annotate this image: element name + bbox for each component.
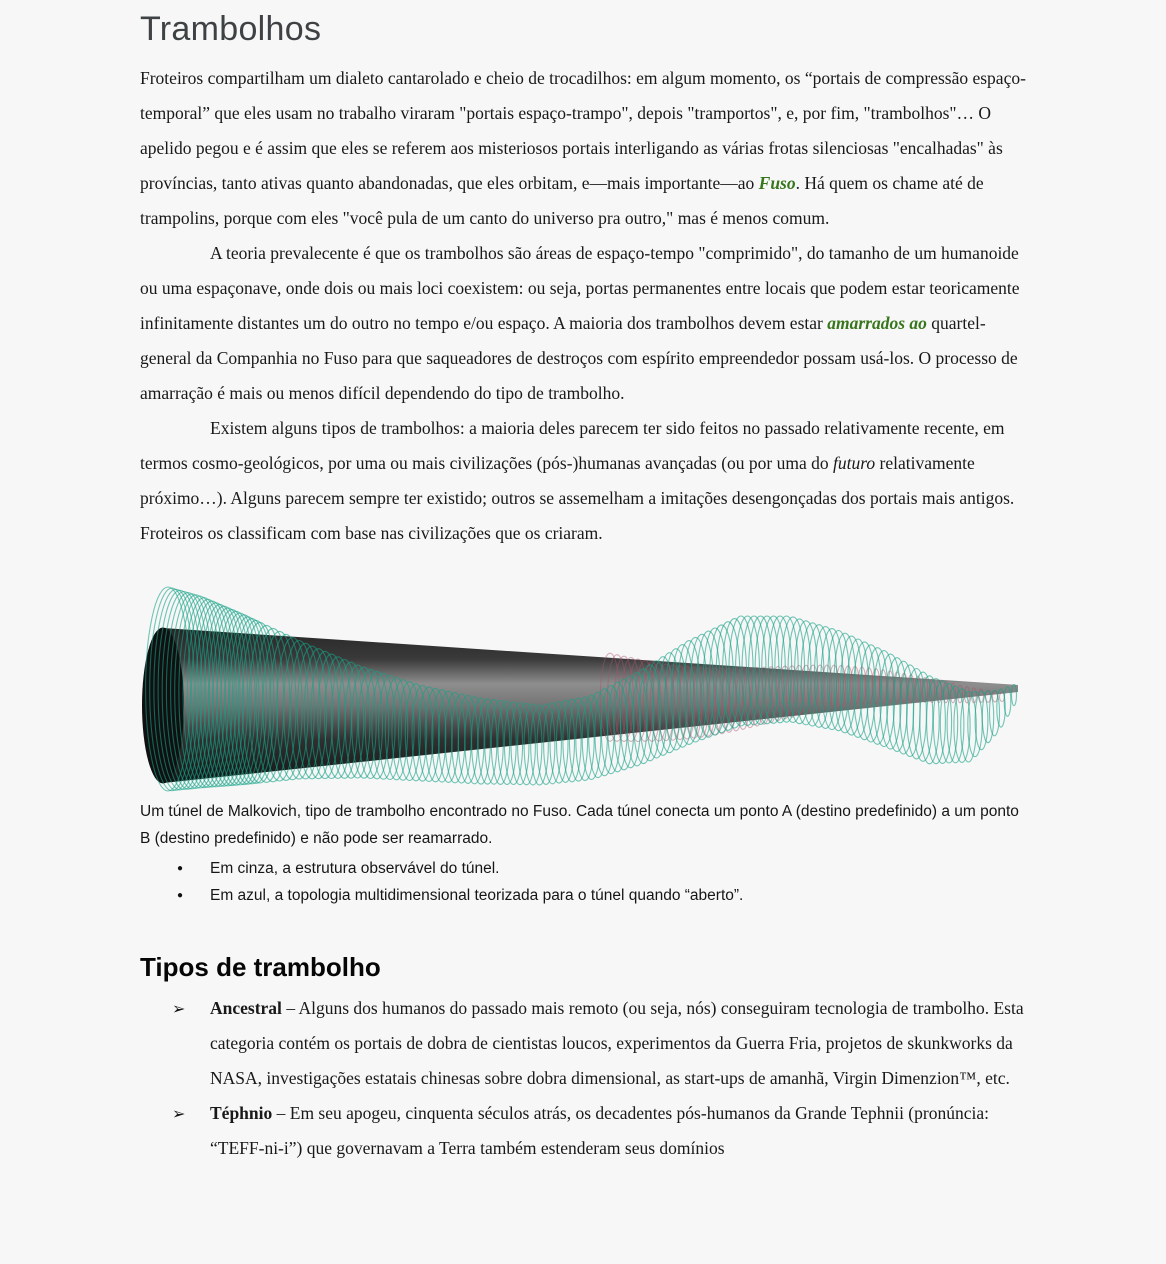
list-item-tephnio: [140, 1096, 1026, 1166]
legend-item-text: Em azul, a topologia multidimensional teorizada para o túnel quando “aberto”.: [210, 887, 744, 904]
legend-item-gray: [140, 855, 1026, 882]
text-link[interactable]: amarrados ao: [827, 313, 927, 333]
tunnel-cone-endcap: [142, 628, 184, 784]
text-run: quartel-general da Companhia no Fuso para que saqueadores de destroços com espírito empreendedor possam usá-los. O processo de amarração é mais ou menos difícil dependendo do tipo de trambolho.: [140, 313, 1018, 403]
bullet-dot-icon: ●: [177, 890, 184, 901]
figure-caption: Um túnel de Malkovich, tipo de trambolho encontrado no Fuso. Cada túnel conecta um ponto A (destino predefinido) a um ponto B (destino predefinido) e não pode ser reamarrado.: [140, 803, 1019, 847]
arrow-bullet-icon: ➢: [172, 1106, 186, 1123]
document-page: [140, 0, 1026, 1166]
list-item-ancestral: [140, 991, 1026, 1096]
section-heading: Tipos de trambolho: [140, 952, 381, 982]
legend-item-text: Em cinza, a estrutura observável do túnel.: [210, 860, 500, 877]
tunnel-render-image: [140, 571, 1026, 793]
text-run: – Alguns dos humanos do passado mais remoto (ou seja, nós) conseguiram tecnologia de trambolho. Esta categoria contém os portais de dobra de cientistas loucos, experimentos da Guerra Fria, projetos de skunkworks da NASA, investigações estatais chinesas sobre dobra dimensional, as start-ups de amanhã, Virgin Dimenzion™, etc.: [210, 998, 1024, 1088]
paragraph-2: [140, 236, 1026, 411]
text-run: Téphnio: [210, 1103, 273, 1123]
list-item-text: [210, 1103, 989, 1158]
tunnel-figure: [140, 571, 1026, 793]
text-run: Froteiros compartilham um dialeto cantarolado e cheio de trocadilhos: em algum momento, os “portais de compressão espaço-temporal” que eles usam no trabalho viraram "portais espaço-trampo", depois "tramportos", e, por fim, "trambolhos"… O apelido pegou e é assim que eles se referem aos misteriosos portais interligando as várias frotas silenciosas "encalhadas" às províncias, tanto ativas quanto abandonadas, que eles orbitam, e—mais importante—ao: [140, 68, 1026, 193]
legend-item-blue: [140, 882, 1026, 909]
arrow-bullet-icon: ➢: [172, 1001, 186, 1018]
text-run: Ancestral: [210, 998, 282, 1018]
figure-legend-list: [140, 855, 1026, 909]
type-list: [140, 991, 1026, 1166]
text-run: – Em seu apogeu, cinquenta séculos atrás, os decadentes pós-humanos da Grande Tephnii (pronúncia: “TEFF-ni-i”) que governavam a Terra também estenderam seus domínios: [210, 1103, 989, 1158]
text-run: futuro: [833, 453, 876, 473]
list-item-text: [210, 998, 1024, 1088]
text-link[interactable]: Fuso: [758, 173, 796, 193]
text-run: relativamente próximo…). Alguns parecem sempre ter existido; outros se assemelham a imitações desengonçadas dos portais mais antigos. Froteiros os classificam com base nas civilizações que os criaram.: [140, 453, 1015, 543]
paragraph-3: [140, 411, 1026, 551]
text-run: A teoria prevalecente é que os trambolhos são áreas de espaço-tempo "comprimido", do tamanho de um humanoide ou uma espaçonave, onde dois ou mais loci coexistem: ou seja, portas permanentes entre locais que podem estar teoricamente infinitamente distantes um do outro no tempo e/ou espaço. A maioria dos trambolhos devem estar: [140, 243, 1020, 333]
bullet-dot-icon: ●: [177, 863, 184, 874]
text-run: Existem alguns tipos de trambolhos: a maioria deles parecem ter sido feitos no passado relativamente recente, em termos cosmo-geológicos, por uma ou mais civilizações (pós-)humanas avançadas (ou por uma do: [140, 418, 1005, 473]
paragraph-1: [140, 61, 1026, 236]
text-run: . Há quem os chame até de trampolins, porque com eles "você pula de um canto do universo pra outro," mas é menos comum.: [140, 173, 984, 228]
page-title: Trambolhos: [140, 10, 322, 48]
